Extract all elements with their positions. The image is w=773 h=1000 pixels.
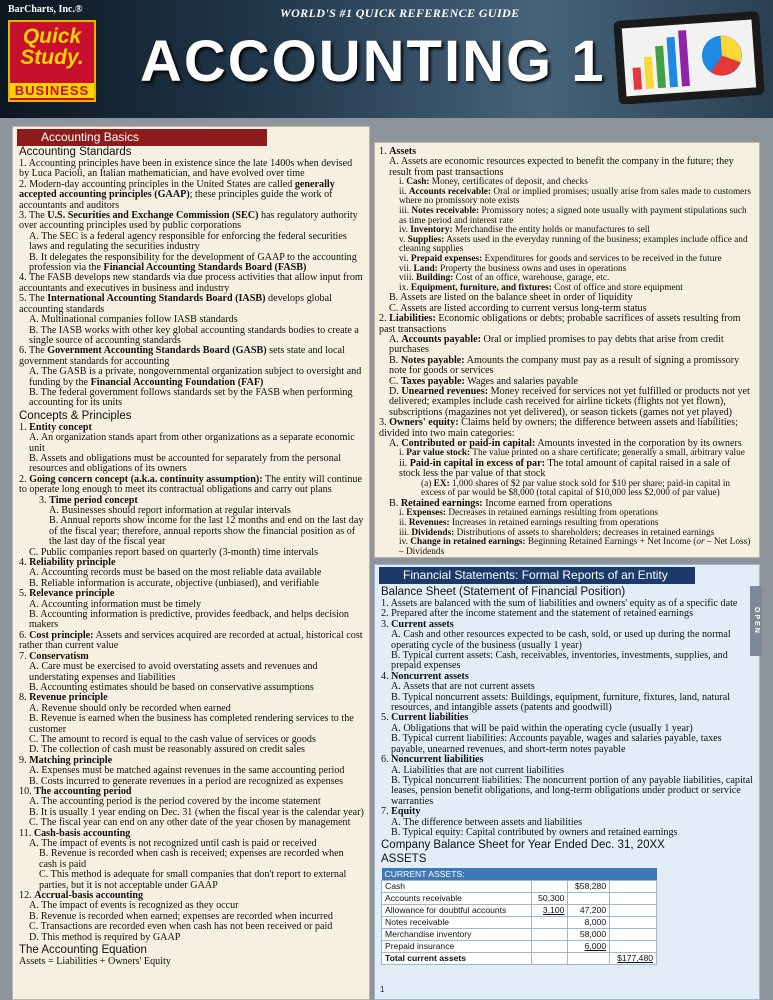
amount-cell xyxy=(532,916,568,928)
list-item: C. Assets are listed according to current versus long-term status xyxy=(389,302,647,314)
list-item: A. The accounting period is the period covered by the income statement xyxy=(29,796,321,808)
list-item: C. The fiscal year can end on any other date of the year chosen by management xyxy=(29,817,351,829)
balance-elements-content xyxy=(379,147,754,557)
list-item: B. Accounting estimates should be based on conservative assumptions xyxy=(29,681,314,693)
list-item: A. The impact of events is not recognized until cash is paid or received xyxy=(29,838,317,849)
balance-sheet-table xyxy=(381,868,657,965)
list-item: 3. The U.S. Securities and Exchange Commission (SEC) has regulatory authority over accounting principles used by public corporations xyxy=(19,210,358,232)
list-item: B. Assets and obligations must be accounted for separately from the personal resources and obligations of its owners xyxy=(29,452,342,475)
list-item: A. Accounting records must be based on the most reliable data available xyxy=(29,567,322,579)
list-item: A. The GASB is a private, nongovernmental organization subject to oversight and funding by the Financial Accounting Foundation (FAF) xyxy=(29,366,362,388)
list-item: 12. Accrual-basis accounting xyxy=(19,890,144,902)
list-item: C. This method is adequate for small companies that don't report to external parties, but it is not acceptable under GAAP xyxy=(39,869,347,891)
list-item: B. Accounting information is predictive, provides feedback, and helps decision makers xyxy=(29,609,349,631)
amount-cell xyxy=(610,928,657,940)
subheading: Company Balance Sheet for Year Ended Dec. 31, 20XX xyxy=(381,839,665,852)
list-item: 7. Equity xyxy=(381,806,421,818)
logo-word-business: BUSINESS xyxy=(10,83,94,98)
list-item: B. Typical current assets: Cash, receivables, inventories, investments, supplies, and prepaid expenses xyxy=(391,650,728,672)
financial-statements-content xyxy=(381,586,754,866)
list-item: B. Revenue is recorded when earned; expenses are recorded when incurred xyxy=(29,910,333,922)
amount-cell: 58,000 xyxy=(568,928,610,940)
list-item: D. Unearned revenues: Money received for services not yet fulfilled or products not yet delivered; examples include cash received for airline tickets (flights not yet flown), subscriptions (magazines not yet delivered), or season tickets (games not yet played) xyxy=(389,386,750,418)
table-header: CURRENT ASSETS: xyxy=(382,868,657,880)
list-item: 9. Matching principle xyxy=(19,754,113,766)
list-item: A. Expenses must be matched against revenues in the same accounting period xyxy=(29,765,345,777)
list-item: 2. Going concern concept (a.k.a. continuity assumption): The entity will continue to operate long enough to meet its contractual obligations and carry out plans xyxy=(19,473,362,496)
table-row xyxy=(382,928,657,940)
list-item: B. Annual reports show income for the last 12 months and end on the last day of the fiscal year; therefore, annual reports show the financial position as of the last day of the fiscal year xyxy=(49,515,364,548)
list-item: B. Typical noncurrent assets: Buildings, equipment, furniture, fixtures, land, natural resources, and intangible assets (patents and goodwill) xyxy=(391,691,731,714)
account-name-cell: Prepaid insurance xyxy=(382,940,532,952)
tablet-chart-illustration xyxy=(610,8,766,104)
account-name-cell: Accounts receivable xyxy=(382,892,532,904)
list-item: B. Retained earnings: Income earned from operations xyxy=(389,498,612,510)
list-item: B. Notes payable: Amounts the company must pay as a result of signing a promissory note for goods or services xyxy=(389,354,740,377)
list-item: ii. Revenues: Increases in retained earnings resulting from operations xyxy=(399,518,659,529)
list-item: 5. Relevance principle xyxy=(19,588,115,600)
quickstudy-logo xyxy=(8,20,96,102)
list-item: v. Supplies: Assets used in the everyday running of the business; examples include office and cleaning supplies xyxy=(399,234,748,255)
list-item: 3. Owners' equity: Claims held by owners; the difference between assets and liabilities; divided into two main categories: xyxy=(379,417,738,439)
accounting-basics-panel xyxy=(12,126,370,1000)
list-item: ii. Accounts receivable: Oral or implied promises; usually arise from sales made to customers where no promissory note exists xyxy=(399,186,752,207)
list-item: 6. The Government Accounting Standards Board (GASB) sets state and local government standards for accounting xyxy=(19,345,345,367)
list-item: iv. Inventory: Merchandise the entity holds or manufactures to sell xyxy=(399,225,650,236)
account-name-cell: Allowance for doubtful accounts xyxy=(382,904,532,916)
amount-cell xyxy=(532,940,568,952)
list-item: A. Cash and other resources expected to be cash, sold, or used up during the normal operating cycle of the business (usually 1 year) xyxy=(391,629,731,651)
table-row xyxy=(382,952,657,964)
list-item: B. Costs incurred to generate revenues in a period are recognized as expenses xyxy=(29,775,344,787)
financial-statements-panel xyxy=(374,564,760,1000)
list-item: A. Obligations that will be paid within the operating cycle (usually 1 year) xyxy=(391,722,693,734)
list-item: ii. Paid-in capital in excess of par: The total amount of capital raised in a sale of stock less the par value of that stock xyxy=(399,458,731,480)
amount-cell xyxy=(532,952,568,964)
list-item: iv. Change in retained earnings: Beginning Retained Earnings + Net Income (or – Net Loss) – Dividends xyxy=(399,537,751,557)
page-title: ACCOUNTING 1 xyxy=(140,29,606,94)
list-item: C. The amount to record is equal to the cash value of services or goods xyxy=(29,733,316,745)
list-item: C. Transactions are recorded even when cash has not been received or paid xyxy=(29,921,333,933)
list-item: B. It is usually 1 year ending on Dec. 31 (when the fiscal year is the calendar year) xyxy=(29,806,364,818)
list-item: 10. The accounting period xyxy=(19,785,132,797)
list-item: D. This method is required by GAAP xyxy=(29,931,181,943)
table-row xyxy=(382,880,657,892)
list-item: A. Care must be exercised to avoid overstating assets and revenues and understating expenses and liabilities xyxy=(29,661,318,683)
list-item: A. The difference between assets and liabilities xyxy=(391,816,583,828)
list-item: 2. Modern-day accounting principles in the United States are called generally accepted accounting principles (GAAP); these principles guide the work of accountants and auditors xyxy=(19,178,335,211)
list-item: A. Accounts payable: Oral or implied promises to pay debts that arise from credit purchases xyxy=(389,333,724,356)
list-item: A. Assets are economic resources expected to benefit the company in the future; they result from past transactions xyxy=(389,156,734,178)
list-item: A. Multinational companies follow IASB standards xyxy=(29,314,238,326)
publisher-name: BarCharts, Inc.® xyxy=(8,4,83,15)
financial-statements-heading: Financial Statements: Formal Reports of an Entity xyxy=(379,567,695,584)
tagline: WORLD'S #1 QUICK REFERENCE GUIDE xyxy=(280,6,520,20)
list-item: i. Expenses: Decreases in retained earnings resulting from operations xyxy=(399,508,658,519)
list-item: ix. Equipment, furniture, and fixtures: Cost of office and store equipment xyxy=(399,282,683,293)
amount-cell xyxy=(610,916,657,928)
list-item: 6. Cost principle: Assets and services acquired are recorded at actual, historical cost rather than current value xyxy=(19,629,363,652)
list-item: A. Liabilities that are not current liabilities xyxy=(391,764,564,776)
amount-cell: 47,200 xyxy=(568,904,610,916)
list-item: 1. Assets xyxy=(379,146,417,157)
subheading: The Accounting Equation xyxy=(19,944,147,957)
accounting-basics-content xyxy=(19,146,364,967)
amount-cell xyxy=(610,940,657,952)
subheading: ASSETS xyxy=(381,853,427,866)
table-row xyxy=(382,892,657,904)
logo-word-quick: Quick xyxy=(22,25,82,48)
list-item: 4. Reliability principle xyxy=(19,557,116,569)
amount-cell xyxy=(610,880,657,892)
list-item: B. The federal government follows standards set by the FASB when performing accounting for its units xyxy=(29,386,353,409)
list-item: (a) EX: 1,000 shares of $2 par value stock sold for $10 per share; paid-in capital in excess of par would be $8,000 (total capital of $10,000 less $2,000 of par value) xyxy=(421,478,731,499)
amount-cell xyxy=(610,892,657,904)
page-number: 1 xyxy=(380,985,385,994)
list-item: A. Contributed or paid-in capital: Amounts invested in the corporation by its owners xyxy=(389,438,742,450)
list-item: 1. Entity concept xyxy=(19,421,92,433)
list-item: 4. Noncurrent assets xyxy=(381,670,469,682)
list-item: A. Assets that are not current assets xyxy=(391,681,535,693)
balance-elements-panel xyxy=(374,142,760,558)
account-name-cell: Merchandise inventory xyxy=(382,928,532,940)
list-item: 7. Conservatism xyxy=(19,650,89,662)
amount-cell: 6,000 xyxy=(568,940,610,952)
list-item: 8. Revenue principle xyxy=(19,692,108,704)
list-item: 2. Prepared after the income statement and the statement of retained earnings xyxy=(381,608,694,620)
subheading: Balance Sheet (Statement of Financial Position) xyxy=(381,586,626,598)
amount-cell: $58,280 xyxy=(568,880,610,892)
list-item: C. Public companies report based on quarterly (3-month) time intervals xyxy=(29,546,319,558)
list-item: B. It delegates the responsibility for the development of GAAP to the accounting profession via the Financial Accounting Standards Board (FASB) xyxy=(29,251,357,274)
guide-page xyxy=(12,126,762,1000)
amount-cell: $177,480 xyxy=(610,952,657,964)
list-item: 3. Current assets xyxy=(381,618,454,630)
amount-cell xyxy=(568,952,610,964)
list-item: B. Reliable information is accurate, objective (unbiased), and verifiable xyxy=(29,577,319,589)
account-name-cell: Notes receivable xyxy=(382,916,532,928)
amount-cell: 8,000 xyxy=(568,916,610,928)
list-item: Assets = Liabilities + Owners' Equity xyxy=(19,956,171,968)
list-item: B. Revenue is recorded when cash is received; expenses are recorded when cash is paid xyxy=(39,848,344,870)
logo-word-study: Study. xyxy=(20,46,84,69)
list-item: D. The collection of cash must be reasonably assured on credit sales xyxy=(29,744,305,756)
list-item: 5. Current liabilities xyxy=(381,712,469,724)
header-banner xyxy=(0,0,773,118)
list-item: B. Typical current liabilities: Accounts payable, wages and salaries payable, taxes payable, unearned revenues, and short-term notes payable xyxy=(391,733,722,755)
list-item: 11. Cash-basis accounting xyxy=(19,827,131,839)
list-item: 6. Noncurrent liabilities xyxy=(381,754,484,766)
list-item: A. Accounting information must be timely xyxy=(29,598,202,610)
list-item: B. The IASB works with other key global accounting standards bodies to create a single source of accounting standards xyxy=(29,324,359,346)
amount-cell xyxy=(532,880,568,892)
list-item: iii. Notes receivable: Promissory notes; a signed note usually with payment stipulations such as time period and interest rate xyxy=(399,206,747,226)
subheading: Accounting Standards xyxy=(19,146,132,158)
list-item: C. Taxes payable: Wages and salaries payable xyxy=(389,375,579,387)
list-item: B. Typical noncurrent liabilities: The noncurrent portion of any payable liabilities, capital leases, pension benefit obligations, and long-term obligations under product or service warranties xyxy=(391,774,753,807)
list-item: 3. Time period concept xyxy=(39,494,138,506)
amount-cell xyxy=(532,928,568,940)
list-item: vii. Land: Property the business owns and uses in operations xyxy=(399,263,627,274)
table-row xyxy=(382,916,657,928)
list-item: A. The impact of events is recognized as they occur xyxy=(29,900,239,912)
list-item: 4. The FASB develops new standards via due process activities that allow input from accountants and executives in business and industry xyxy=(19,272,363,294)
subheading: Concepts & Principles xyxy=(19,409,132,422)
list-item: 1. Accounting principles have been in existence since the late 1400s when devised by Luca Pacioli, an Italian mathematician, and have evolved over time xyxy=(19,158,353,180)
amount-cell: 50,300 xyxy=(532,892,568,904)
amount-cell xyxy=(610,904,657,916)
list-item: 2. Liabilities: Economic obligations or debts; probable sacrifices of assets resulting from past transactions xyxy=(379,313,741,335)
open-side-tab[interactable]: OPEN xyxy=(750,586,762,656)
list-item: vi. Prepaid expenses: Expenditures for goods and services to be received in the future xyxy=(399,253,722,264)
list-item: B. Revenue is earned when the business has completed rendering services to the customer xyxy=(29,713,354,735)
list-item: i. Par value stock: The value printed on a share certificate; generally a small, arbitrary value xyxy=(399,448,745,459)
table-row xyxy=(382,940,657,952)
list-item: A. An organization stands apart from other organizations as a separate economic unit xyxy=(29,432,355,454)
amount-cell xyxy=(568,892,610,904)
list-item: A. Revenue should only be recorded when earned xyxy=(29,702,231,714)
table-row xyxy=(382,904,657,916)
list-item: iii. Dividends: Distributions of assets to shareholders; decreases in retained earnings xyxy=(399,527,715,538)
list-item: B. Assets are listed on the balance sheet in order of liquidity xyxy=(389,292,633,304)
account-name-cell: Cash xyxy=(382,880,532,892)
list-item: B. Typical equity: Capital contributed by owners and retained earnings xyxy=(391,826,678,838)
list-item: A. The SEC is a federal agency responsible for enforcing the federal securities laws and regulating the securities industry xyxy=(29,230,347,253)
list-item: A. Businesses should report information at regular intervals xyxy=(49,505,291,516)
list-item: viii. Building: Cost of an office, warehouse, garage, etc. xyxy=(399,273,610,284)
list-item: 5. The International Accounting Standards Board (IASB) develops global accounting standards xyxy=(19,293,332,315)
account-name-cell: Total current assets xyxy=(382,952,532,964)
list-item: i. Cash: Money, certificates of deposit, and checks xyxy=(399,177,588,188)
list-item: 1. Assets are balanced with the sum of liabilities and owners' equity as of a specific date xyxy=(381,598,738,609)
amount-cell: 3,100 xyxy=(532,904,568,916)
accounting-basics-heading: Accounting Basics xyxy=(17,129,267,146)
